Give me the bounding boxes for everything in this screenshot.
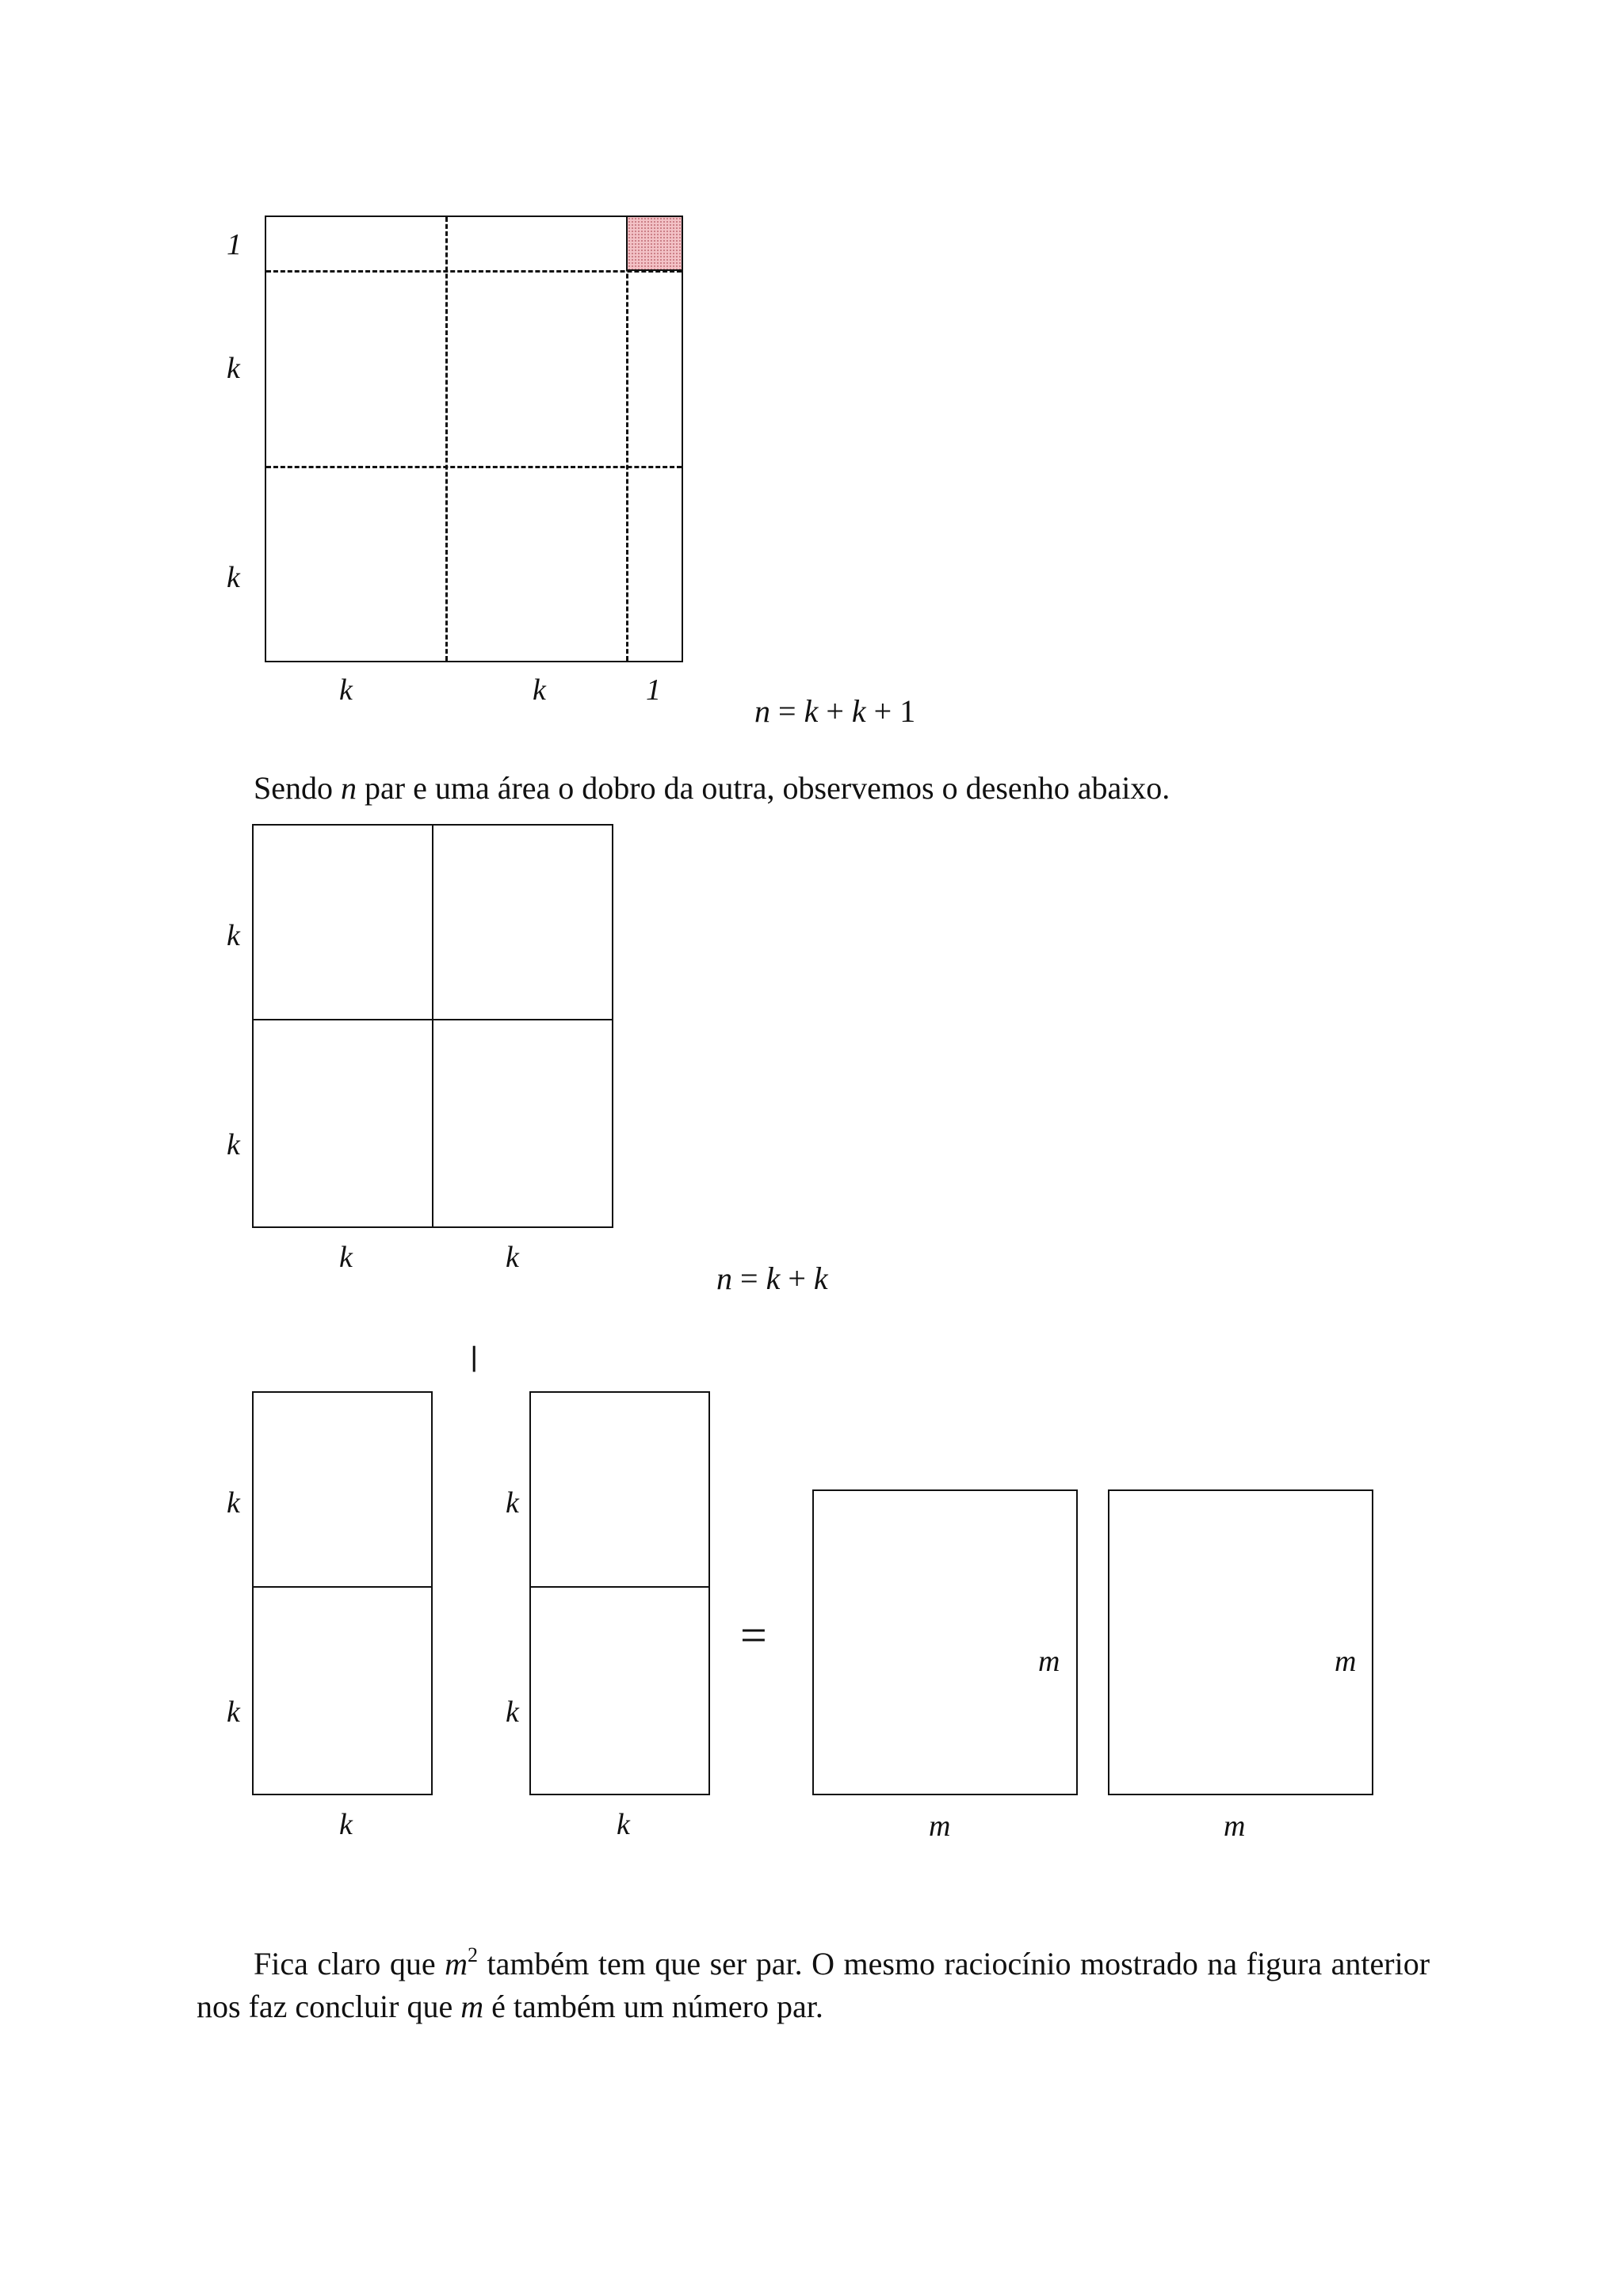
figure3-right-rect-divider: [531, 1586, 708, 1588]
figure3-left-row-label-2: k: [227, 1695, 240, 1729]
paragraph1-prefix: Sendo: [254, 770, 341, 806]
paragraph-1: [254, 767, 1170, 810]
figure3-square2-bottom-label: m: [1224, 1810, 1246, 1843]
figure3-left-bottom-label: k: [339, 1808, 353, 1841]
figure3-right-bottom-label: k: [617, 1808, 630, 1841]
parallel-mark: ||: [471, 1341, 473, 1372]
figure2-row-label-1: k: [227, 919, 240, 952]
figure2-col-label-2: k: [506, 1241, 519, 1274]
figure2-equation: n = k + k: [716, 1261, 828, 1296]
figure2-row-label-2: k: [227, 1128, 240, 1161]
paragraph2-line2-suffix: é também um número par.: [483, 1989, 823, 2024]
figure3-square-1: [812, 1489, 1078, 1795]
paragraph2-line2-var: m: [460, 1989, 484, 2024]
figure1-row-label-1: 1: [227, 228, 242, 261]
paragraph2-exponent: 2: [467, 1943, 478, 1966]
figure1-row-label-2: k: [227, 352, 240, 385]
figure3-square2-side-label: m: [1335, 1645, 1357, 1678]
figure1-dashed-v2: [626, 217, 628, 661]
paragraph2-line1-prefix: Fica claro que: [254, 1946, 445, 1981]
figure2-divider-h: [254, 1019, 612, 1020]
figure2-divider-v: [432, 826, 433, 1226]
figure1-outer-square: [265, 215, 683, 662]
paragraph1-suffix: par e uma área o dobro da outra, observemos o desenho abaixo.: [357, 770, 1170, 806]
figure1-dashed-h2: [266, 466, 682, 468]
figure1-row-label-3: k: [227, 561, 240, 594]
figure3-right-row-label-1: k: [506, 1486, 519, 1520]
paragraph2-line2-prefix: nos faz concluir que: [197, 1989, 461, 2024]
figure1-col-label-1: k: [339, 673, 353, 707]
figure1-col-label-2: k: [533, 673, 546, 707]
figure3-left-rect: [252, 1391, 433, 1795]
figure3-right-row-label-2: k: [506, 1695, 519, 1729]
figure1-equation: n = k + k + 1: [754, 693, 916, 729]
paragraph2-line1-suffix: também tem que ser par. O mesmo raciocínio mostrado na figura anterior: [477, 1946, 1430, 1981]
paragraph-2-line-1: [254, 1943, 1430, 1985]
paragraph2-var: m: [445, 1946, 468, 1981]
figure3-left-rect-divider: [254, 1586, 431, 1588]
figure1-unit-shaded-square: [626, 215, 683, 271]
figure1-col-label-3: 1: [646, 673, 661, 707]
figure3-left-row-label-1: k: [227, 1486, 240, 1520]
figure3-right-rect: [529, 1391, 710, 1795]
figure3-square1-side-label: m: [1038, 1645, 1060, 1678]
paragraph-2-line-2: [197, 1985, 823, 2028]
paragraph1-var: n: [341, 770, 357, 806]
figure3-equals-sign: =: [740, 1609, 767, 1661]
figure2-col-label-1: k: [339, 1241, 353, 1274]
figure3-square1-bottom-label: m: [929, 1810, 951, 1843]
figure3-square-2: [1108, 1489, 1373, 1795]
figure1-dashed-h1: [266, 270, 682, 273]
figure1-dashed-v1: [445, 217, 448, 661]
